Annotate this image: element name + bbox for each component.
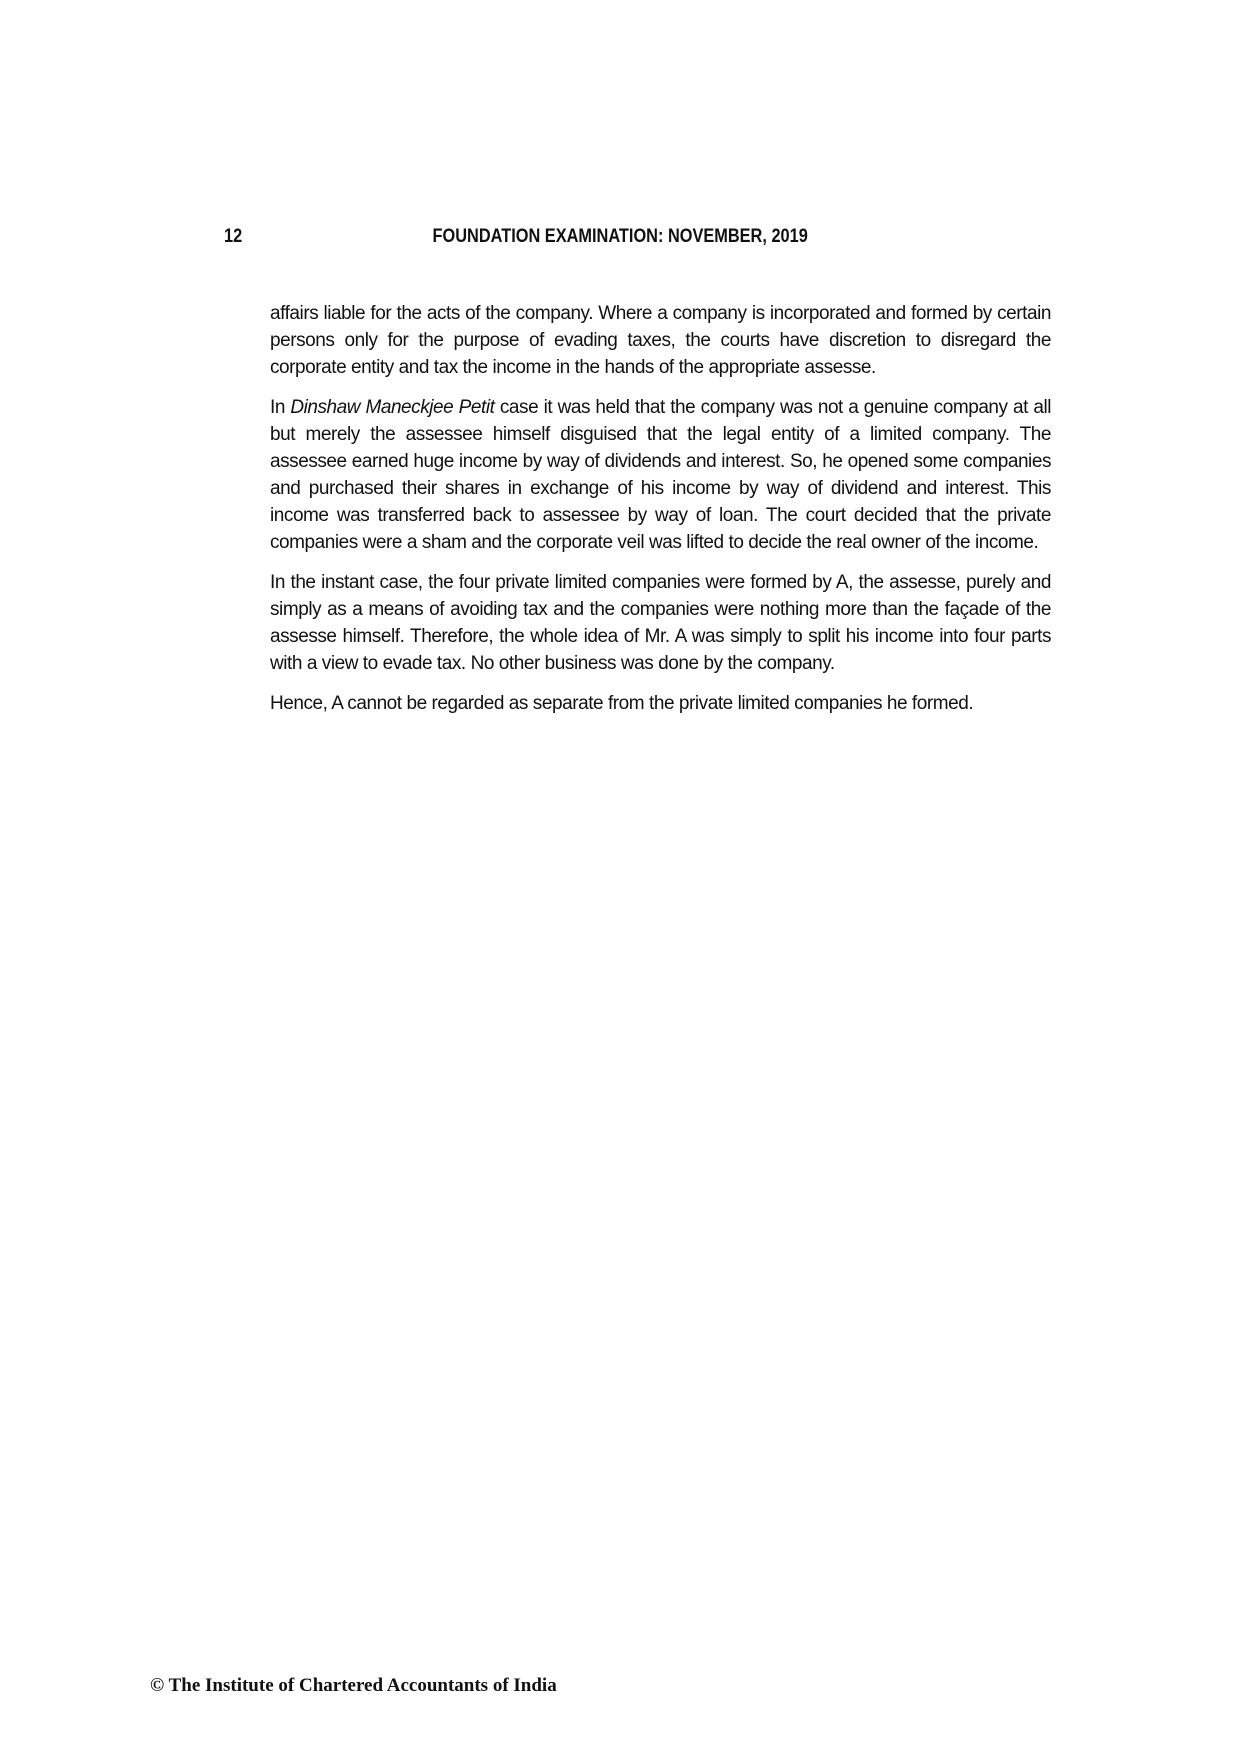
paragraph-2 bbox=[270, 394, 1051, 556]
running-header-title: FOUNDATION EXAMINATION: NOVEMBER, 2019 bbox=[432, 226, 809, 247]
paragraph-1: affairs liable for the acts of the company. Where a company is incorporated and formed by certain persons only for the purpose of evading taxes, the courts have discretion to disregard the corporate entity and tax the income in the hands of the appropriate assesse. bbox=[270, 303, 1051, 378]
paragraph-3: In the instant case, the four private limited companies were formed by A, the assesse, purely and simply as a means of avoiding tax and the companies were nothing more than the façade of the assesse himself. Therefore, the whole idea of Mr. A was simply to split his income into four parts with a view to evade tax. No other business was done by the company. bbox=[270, 572, 1051, 674]
answer-body bbox=[270, 300, 1051, 730]
page-number: 12 bbox=[224, 226, 243, 247]
running-header bbox=[0, 226, 1241, 248]
copyright-footer: © The Institute of Chartered Accountants of India bbox=[150, 1675, 557, 1696]
paragraph-4: Hence, A cannot be regarded as separate from the private limited companies he formed. bbox=[270, 693, 974, 714]
paragraph-2-text: case it was held that the company was not a genuine company at all but merely the assessee himself disguised that the legal entity of a limited company. The assessee earned huge income by way of dividends and interest. So, he opened some companies and purchased their shares in exchange of his income by way of dividend and interest. This income was transferred back to assessee by way of loan. The court decided that the private companies were a sham and the corporate veil was lifted to decide the real owner of the income. bbox=[270, 397, 1051, 553]
paragraph-2-prefix: In bbox=[270, 397, 291, 418]
case-name: Dinshaw Maneckjee Petit bbox=[290, 397, 495, 418]
